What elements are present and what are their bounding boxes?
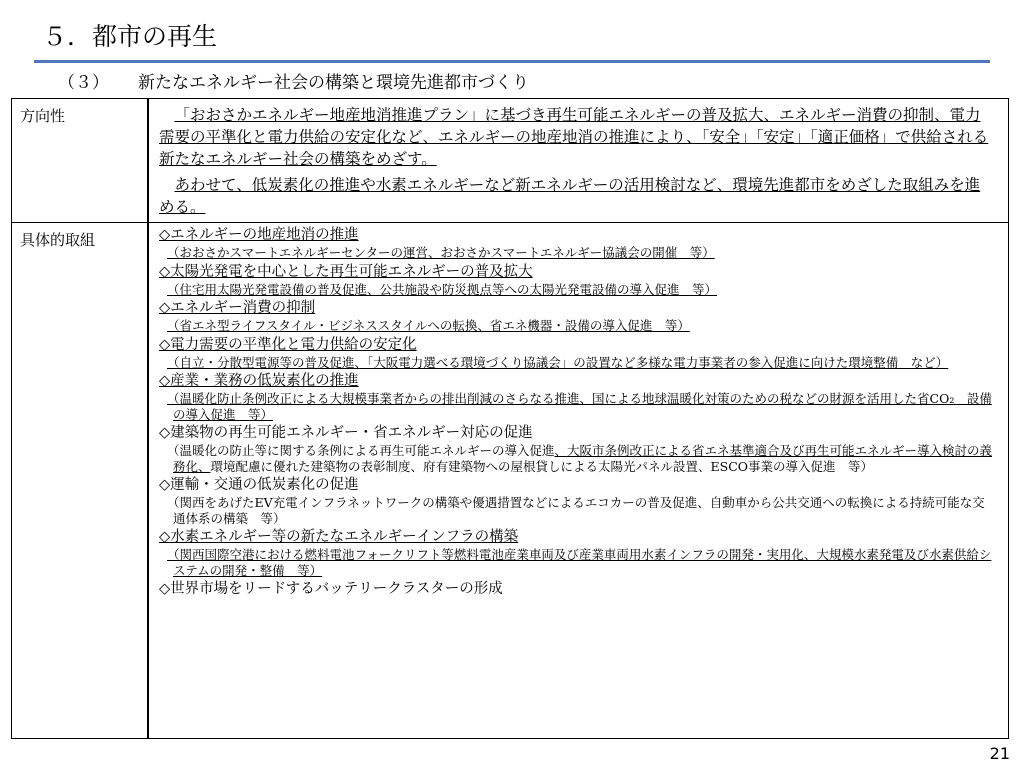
section-subtitle — [58, 71, 529, 95]
action-item — [159, 263, 994, 298]
action-item — [159, 299, 994, 334]
action-item — [159, 336, 994, 371]
actions-cell — [148, 223, 1009, 739]
action-item — [159, 528, 994, 578]
actions-label: 具体的取組 — [12, 223, 149, 739]
action-heading: ◇建築物の再生可能エネルギー・省エネルギー対応の促進 — [159, 425, 533, 441]
action-heading: ◇エネルギーの地産地消の推進 — [159, 227, 359, 243]
subtitle-number: （３） — [58, 73, 109, 93]
action-item — [159, 476, 994, 526]
policy-cell — [148, 99, 1009, 223]
action-detail-part-underlined: 、大阪市条例改正による省エネ基準適合及び再生可能エネルギー導入検討の義務化、 — [173, 443, 993, 474]
action-item — [159, 372, 994, 422]
page-title: ５．都市の再生 — [42, 22, 218, 51]
action-heading: ◇産業・業務の低炭素化の推進 — [159, 373, 359, 389]
action-heading: ◇世界市場をリードするバッテリークラスターの形成 — [159, 581, 503, 597]
action-heading: ◇電力需要の平準化と電力供給の安定化 — [159, 336, 417, 353]
action-heading: ◇水素エネルギー等の新たなエネルギーインフラの構築 — [159, 529, 519, 545]
action-detail: （住宅用太陽光発電設備の普及促進、公共施設や防災拠点等への太陽光発電設備の導入促進 等） — [167, 281, 718, 297]
action-heading: ◇太陽光発電を中心とした再生可能エネルギーの普及拡大 — [159, 263, 533, 280]
action-detail: （省エネ型ライフスタイル・ビジネススタイルへの転換、省エネ機器・設備の導入促進 等） — [167, 318, 690, 333]
policy-paragraph-1: 「おおさかエネルギー地産地消推進プラン」に基づき再生可能エネルギーの普及拡大、エネルギー消費の抑制、電力需要の平準化と電力供給の安定化など、エネルギーの地産地消の推進により、「安全」「安定」「適正価格」で供給される新たなエネルギー社会の構築をめざす。 — [159, 106, 989, 168]
page-number: 21 — [989, 744, 1010, 763]
action-detail: （関西国際空港における燃料電池フォークリフト等燃料電池産業車両及び産業車両用水素インフラの開発・実用化、大規模水素発電及び水素供給システムの開発・整備 等） — [167, 547, 992, 578]
policy-table — [11, 98, 1009, 739]
action-item — [159, 226, 994, 261]
action-item — [159, 580, 994, 599]
action-detail: （温暖化防止条例改正による大規模事業者からの排出削減のさらなる推進、国による地球温暖化対策のための税などの財源を活用した省CO₂ 設備の導入促進 等） — [167, 391, 992, 422]
policy-paragraph-2: あわせて、低炭素化の推進や水素エネルギーなど新エネルギーの活用検討など、環境先進都市をめざした取組みを進める。 — [159, 176, 981, 216]
title-underline — [34, 60, 990, 63]
action-heading: ◇エネルギー消費の抑制 — [159, 300, 316, 316]
action-detail-part: （温暖化の防止等に関する条例による再生可能エネルギーの導入促進 — [167, 443, 555, 458]
action-detail — [159, 443, 994, 474]
policy-label: 方向性 — [12, 99, 149, 223]
action-detail: （自立・分散型電源等の普及促進、「大阪電力選べる環境づくり協議会」の設置など多様な電力事業者の参入促進に向けた環境整備 など） — [167, 354, 949, 370]
action-heading: ◇運輸・交通の低炭素化の促進 — [159, 477, 359, 493]
subtitle-text: 新たなエネルギー社会の構築と環境先進都市づくり — [138, 73, 529, 93]
action-detail-part: 環境配慮に優れた建築物の表彰制度、府有建築物への屋根貸しによる太陽光パネル設置、ESCO事業の導入促進 等） — [210, 458, 874, 474]
action-item — [159, 424, 994, 474]
action-detail: （おおさかスマートエネルギーセンターの運営、おおさかスマートエネルギー協議会の開催 等） — [167, 245, 715, 260]
action-detail: （関西をあげたEV充電インフラネットワークの構築や優遇措置などによるエコカーの普及促進、自動車から公共交通への転換による持続可能な交通体系の構築 等） — [167, 495, 985, 526]
